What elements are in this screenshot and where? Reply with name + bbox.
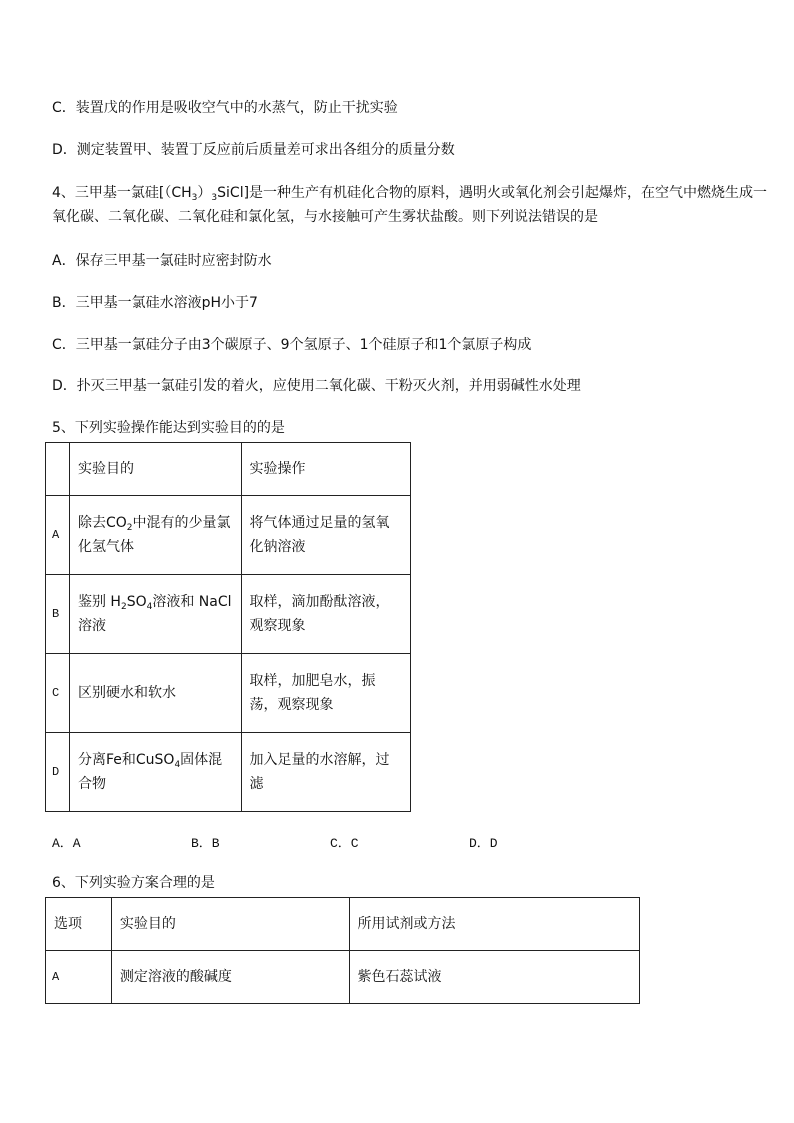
row-operation: 取样，加肥皂水，振荡，观察现象 [241,654,411,733]
table-row [46,951,640,1004]
table-row [46,496,411,575]
table-row [46,575,411,654]
table-header-cell: 实验操作 [241,443,411,496]
row-letter: C [46,654,70,733]
option-c-q4: C．三甲基一氯硅分子由3个碳原子、9个氢原子、1个硅原子和1个氯原子构成 [52,337,532,353]
answer-option-c: C．C [330,836,359,851]
question-6-table [45,897,640,1004]
table-header-cell: 所用试剂或方法 [349,898,640,951]
row-goal: 测定溶液的酸碱度 [111,951,349,1004]
option-d-q4: D．扑灭三甲基一氯硅引发的着火，应使用二氧化碳、干粉灭火剂，并用弱碱性水处理 [52,378,581,394]
option-a-q4: A．保存三甲基一氯硅时应密封防水 [52,253,272,269]
question-6-stem: 6、下列实验方案合理的是 [52,875,215,891]
answer-option-a: A．A [52,836,81,851]
row-method: 紫色石蕊试液 [349,951,640,1004]
option-d-q3: D．测定装置甲、装置丁反应前后质量差可求出各组分的质量分数 [52,142,455,158]
row-letter: A [46,496,70,575]
row-goal: 分离Fe和CuSO$_4$固体混合物 [69,733,241,812]
answer-option-d: D．D [469,836,498,851]
option-c-q3: C．装置戊的作用是吸收空气中的水蒸气，防止干扰实验 [52,100,398,116]
row-operation: 取样，滴加酚酞溶液，观察现象 [241,575,411,654]
question-5-table [45,442,411,812]
question-5-stem: 5、下列实验操作能达到实验目的的是 [52,420,285,436]
table-header-cell: 实验目的 [111,898,349,951]
table-header-cell [46,443,70,496]
answer-option-b: B．B [191,836,220,851]
row-letter: D [46,733,70,812]
table-row [46,654,411,733]
row-operation: 加入足量的水溶解，过滤 [241,733,411,812]
row-operation: 将气体通过足量的氢氧化钠溶液 [241,496,411,575]
row-letter: A [46,951,112,1004]
table-header-row [46,443,411,496]
option-b-q4: B．三甲基一氯硅水溶液pH小于7 [52,295,258,311]
table-header-row [46,898,640,951]
question-4-stem: 4、三甲基一氯硅$[(CH_3)_3SiCl]$是一种生产有机硅化合物的原料，遇明火或氧化剂会引起爆炸，在空气中燃烧生成一氧化碳、二氧化碳、二氧化硅和氯化氢，与水接触可产生雾状盐酸。则下列说法错误的是 [52,185,768,225]
table-header-cell: 实验目的 [69,443,241,496]
table-header-cell: 选项 [46,898,112,951]
row-letter: B [46,575,70,654]
row-goal: 鉴别 $H_2SO_4$溶液和 NaCl溶液 [69,575,241,654]
row-goal: 区别硬水和软水 [69,654,241,733]
table-row [46,733,411,812]
row-goal: 除去$CO_2$中混有的少量氯化氢气体 [69,496,241,575]
